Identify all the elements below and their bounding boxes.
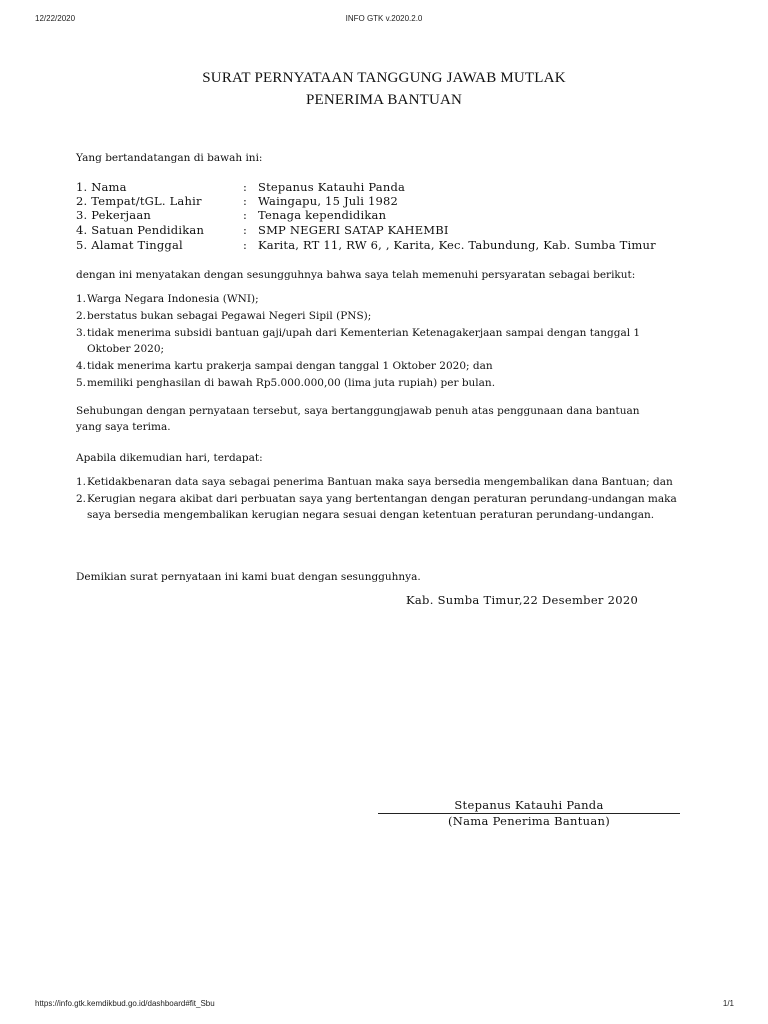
- identity-value: SMP NEGERI SATAP KAHEMBI: [258, 223, 449, 237]
- document-title-line-2: PENERIMA BANTUAN: [305, 92, 463, 108]
- list-text: memiliki penghasilan di bawah Rp5.000.000,00 (lima juta rupiah) per bulan.: [87, 377, 496, 389]
- intro-text: Yang bertandatangan di bawah ini:: [76, 152, 263, 164]
- list-item: [76, 358, 686, 374]
- list-text: Warga Negara Indonesia (WNI);: [87, 293, 259, 305]
- statement-text: dengan ini menyatakan dengan sesungguhnya bahwa saya telah memenuhi persyaratan sebagai berikut:: [76, 269, 636, 281]
- place-and-date: Kab. Sumba Timur,22 Desember 2020: [406, 593, 639, 607]
- list-number: 3.: [76, 327, 87, 339]
- list-text: tidak menerima kartu prakerja sampai dengan tanggal 1 Oktober 2020; dan: [87, 360, 493, 372]
- identity-colon: :: [243, 238, 248, 252]
- identity-label: 3. Pekerjaan: [76, 208, 152, 222]
- list-number: 2.: [76, 493, 87, 505]
- identity-value: Tenaga kependidikan: [258, 208, 387, 222]
- list-text: Ketidakbenaran data saya sebagai penerima Bantuan maka saya bersedia mengembalikan dana Bantuan; dan: [87, 476, 673, 488]
- signatory-role: (Nama Penerima Bantuan): [447, 814, 611, 828]
- list-item: [76, 491, 686, 523]
- condition-intro-text: Apabila dikemudian hari, terdapat:: [76, 452, 263, 464]
- conditions-list: [76, 474, 686, 524]
- page-url: https://info.gtk.kemdikbud.go.id/dashboard#fit_Sbu: [35, 999, 215, 1008]
- page-number: 1/1: [722, 999, 734, 1008]
- list-item: [76, 325, 686, 357]
- identity-value: Stepanus Katauhi Panda: [258, 180, 406, 194]
- requirements-list: [76, 291, 686, 392]
- list-number: 1.: [76, 476, 87, 488]
- responsibility-line-1: Sehubungan dengan pernyataan tersebut, saya bertanggungjawab penuh atas penggunaan dana bantuan: [76, 405, 640, 417]
- list-item: [76, 375, 686, 391]
- list-item: [76, 291, 686, 307]
- identity-label: 1. Nama: [76, 180, 127, 194]
- identity-colon: :: [243, 223, 248, 237]
- list-number: 1.: [76, 293, 87, 305]
- list-number: 5.: [76, 377, 87, 389]
- closing-text: Demikian surat pernyataan ini kami buat dengan sesungguhnya.: [76, 571, 421, 583]
- responsibility-line-2: yang saya terima.: [76, 421, 171, 433]
- list-item: [76, 308, 686, 324]
- list-number: 4.: [76, 360, 87, 372]
- list-text: Kerugian negara akibat dari perbuatan saya yang bertentangan dengan peraturan perundang-undangan maka saya bersedia mengembalikan kerugian negara sesuai dengan ketentuan peraturan perundang-undangan.: [87, 493, 677, 521]
- list-number: 2.: [76, 310, 87, 322]
- signatory-name: Stepanus Katauhi Panda: [454, 798, 604, 812]
- identity-label: 2. Tempat/tGL. Lahir: [76, 194, 202, 208]
- list-item: [76, 474, 686, 490]
- identity-label: 5. Alamat Tinggal: [76, 238, 183, 252]
- identity-colon: :: [243, 208, 248, 222]
- list-text: tidak menerima subsidi bantuan gaji/upah dari Kementerian Ketenagakerjaan sampai dengan tanggal 1 Oktober 2020;: [87, 327, 641, 355]
- list-text: berstatus bukan sebagai Pegawai Negeri Sipil (PNS);: [87, 310, 372, 322]
- identity-value: Waingapu, 15 Juli 1982: [258, 194, 399, 208]
- document-title-line-1: SURAT PERNYATAAN TANGGUNG JAWAB MUTLAK: [202, 70, 566, 86]
- identity-label: 4. Satuan Pendidikan: [76, 223, 205, 237]
- app-version: INFO GTK v.2020.2.0: [345, 14, 423, 23]
- identity-colon: :: [243, 180, 248, 194]
- identity-value: Karita, RT 11, RW 6, , Karita, Kec. Tabundung, Kab. Sumba Timur: [258, 238, 656, 252]
- print-date: 12/22/2020: [35, 14, 76, 23]
- identity-colon: :: [243, 194, 248, 208]
